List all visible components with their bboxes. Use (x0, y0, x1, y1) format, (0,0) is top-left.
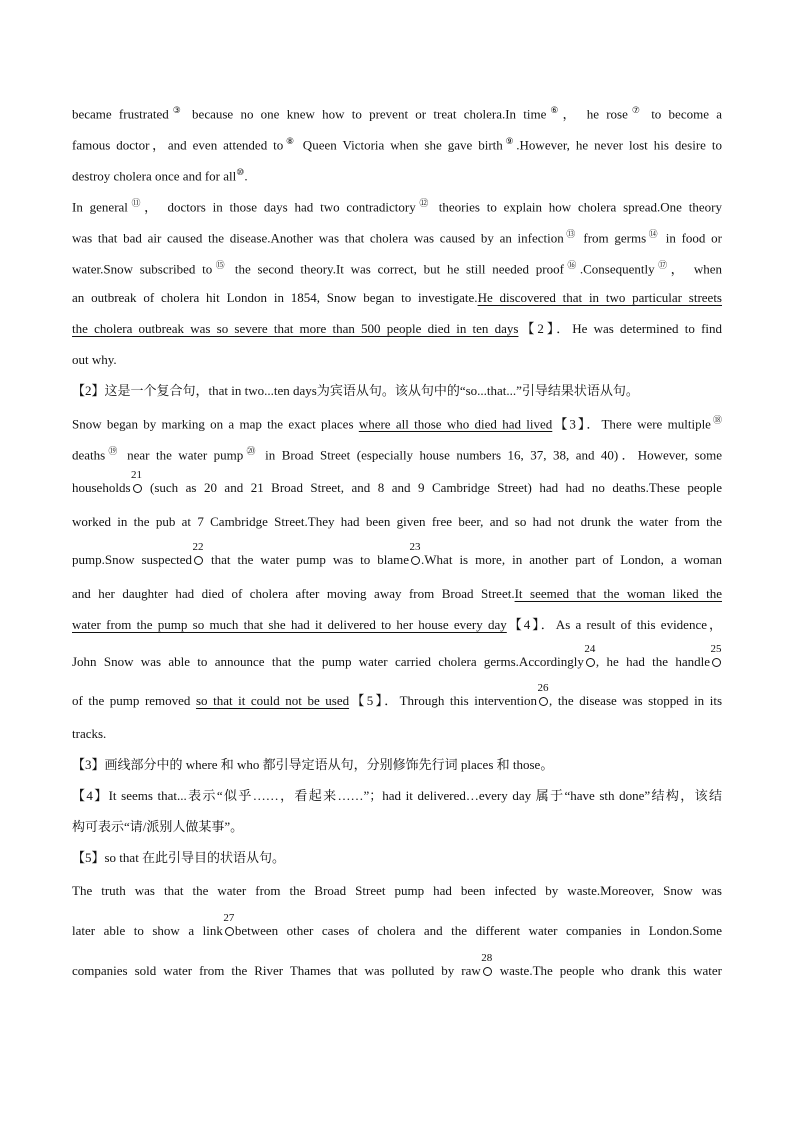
underlined-clause: so that it could not be used (195, 693, 350, 708)
paragraph-4 (72, 873, 722, 989)
footnote-marker: ⑨ (502, 137, 517, 147)
text-line: was that bad air caused the disease.Another was that cholera was caused by an infection⑬ from germs⑭ in food or (72, 230, 722, 246)
circle-icon (712, 658, 721, 667)
footnote-marker: 22 (193, 552, 203, 566)
paragraph-1 (72, 96, 722, 189)
underlined-sentence: He discovered that in two particular streets (477, 290, 722, 305)
footnote-marker: ⑥ (546, 106, 563, 116)
footnote-marker: ⑮ (212, 261, 229, 271)
footnote-marker: 25 (711, 654, 721, 668)
note-5 (72, 842, 722, 873)
footnote-marker: 23 (410, 552, 420, 566)
text-line: and her daughter had died of cholera after moving away from Broad Street.It seemed that the woman liked the (72, 586, 722, 601)
note-line: 【5】so that 在此引导目的状语从句。 (72, 850, 286, 865)
footnote-marker: ⑳ (243, 447, 259, 457)
text-line: John Snow was able to announce that the pump water carried cholera germs.Accordingly 24 , he had the handle 25 (72, 643, 722, 669)
circle-icon (411, 556, 420, 565)
footnote-marker: ⑲ (105, 447, 121, 457)
paragraph-3 (72, 406, 722, 749)
circle-icon (225, 927, 234, 936)
text-line: tracks. (72, 726, 107, 741)
footnote-marker: ⑱ (710, 416, 722, 426)
circle-icon (586, 658, 595, 667)
footnote-marker: ⑰ (654, 261, 671, 271)
note-line: 【3】画线部分中的 where 和 who 都引导定语从句，分别修饰先行词 places 和 those。 (72, 757, 554, 772)
underlined-sentence: the cholera outbreak was so severe that more than 500 people died in ten days (72, 321, 519, 336)
footnote-marker: ⑧ (283, 137, 297, 147)
circle-icon (194, 556, 203, 565)
text-line: of the pump removed so that it could not be used【5】．Through this intervention 26 , the disease was stopped in its (72, 682, 722, 708)
text-line: households 21 (such as 20 and 21 Broad Street, and 8 and 9 Cambridge Street) had had no deaths.These people (72, 469, 722, 495)
text-line: deaths⑲ near the water pump⑳ in Broad Street (especially house numbers 16, 37, 38, and 40)．However, some (72, 447, 722, 463)
document-page (72, 96, 722, 989)
footnote-marker: 24 (585, 654, 595, 668)
note-4 (72, 780, 722, 842)
footnote-marker: ⑦ (627, 106, 644, 116)
text-line: worked in the pub at 7 Cambridge Street.They had been given free beer, and so had not drunk the water from the (72, 514, 722, 529)
circle-icon (539, 697, 548, 706)
text-line: The truth was that the water from the Broad Street pump had been infected by waste.Moreover, Snow was (72, 883, 722, 898)
note-line: 【2】这是一个复合句，that in two...ten days为宾语从句。该从句中的“so...that...”引导结果状语从句。 (72, 383, 639, 398)
underlined-sentence: It seemed that the woman liked the (514, 586, 722, 601)
footnote-marker: 26 (538, 693, 548, 707)
footnote-marker: 28 (482, 963, 492, 977)
text-line: water.Snow subscribed to⑮ the second theory.It was correct, but he still needed proof⑯.Consequently⑰， when (72, 261, 722, 277)
footnote-marker: ⑪ (127, 199, 145, 209)
text-line: companies sold water from the River Thames that was polluted by raw 28 waste.The people who drank this water (72, 952, 722, 978)
footnote-marker: ③ (168, 106, 185, 116)
text-line: In general⑪， doctors in those days had two contradictory⑫ theories to explain how cholera spread.One theory (72, 199, 722, 215)
underlined-sentence: water from the pump so much that she had it delivered to her house every day (72, 617, 507, 632)
text-line: destroy cholera once and for all⑩. (72, 168, 248, 184)
note-line: 构可表示“请/派别人做某事”。 (72, 819, 244, 834)
footnote-marker: ⑬ (563, 230, 578, 240)
text-line: pump.Snow suspected 22 that the water pump was to blame 23 .What is more, in another part of London, a woman (72, 541, 722, 567)
text-line: water from the pump so much that she had it delivered to her house every day【4】．As a result of this evidence， (72, 617, 722, 632)
note-line: 【4】It seems that...表示“似乎……，看起来……”；had it delivered…every day 属于“have sth done”结构，该结 (72, 788, 722, 803)
circle-icon (133, 484, 142, 493)
footnote-marker: 27 (224, 923, 234, 937)
text-line: famous doctor，and even attended to⑧ Queen Victoria when she gave birth⑨.However, he never lost his desire to (72, 137, 722, 153)
text-line: later able to show a link 27 between other cases of cholera and the different water companies in London.Some (72, 912, 722, 938)
text-line: the cholera outbreak was so severe that more than 500 people died in ten days【2】．He was determined to find (72, 321, 722, 336)
paragraph-2 (72, 189, 722, 375)
underlined-clause: where all those who died had lived (358, 416, 553, 432)
circle-icon (483, 967, 492, 976)
footnote-marker: ⑭ (646, 230, 661, 240)
footnote-marker: ⑯ (563, 261, 580, 271)
text-line: Snow began by marking on a map the exact places where all those who died had lived【3】．There were multiple⑱ (72, 416, 722, 432)
text-line: an outbreak of cholera hit London in 1854, Snow began to investigate.He discovered that in two particular streets (72, 290, 722, 305)
note-3 (72, 749, 722, 780)
footnote-marker: ⑩ (236, 168, 245, 178)
text-line: out why. (72, 352, 117, 367)
note-2 (72, 375, 722, 406)
footnote-marker: 21 (132, 480, 142, 494)
footnote-marker: ⑫ (415, 199, 432, 209)
text-line: became frustrated③ because no one knew how to prevent or treat cholera.In time⑥， he rose⑦ to become a (72, 106, 722, 122)
